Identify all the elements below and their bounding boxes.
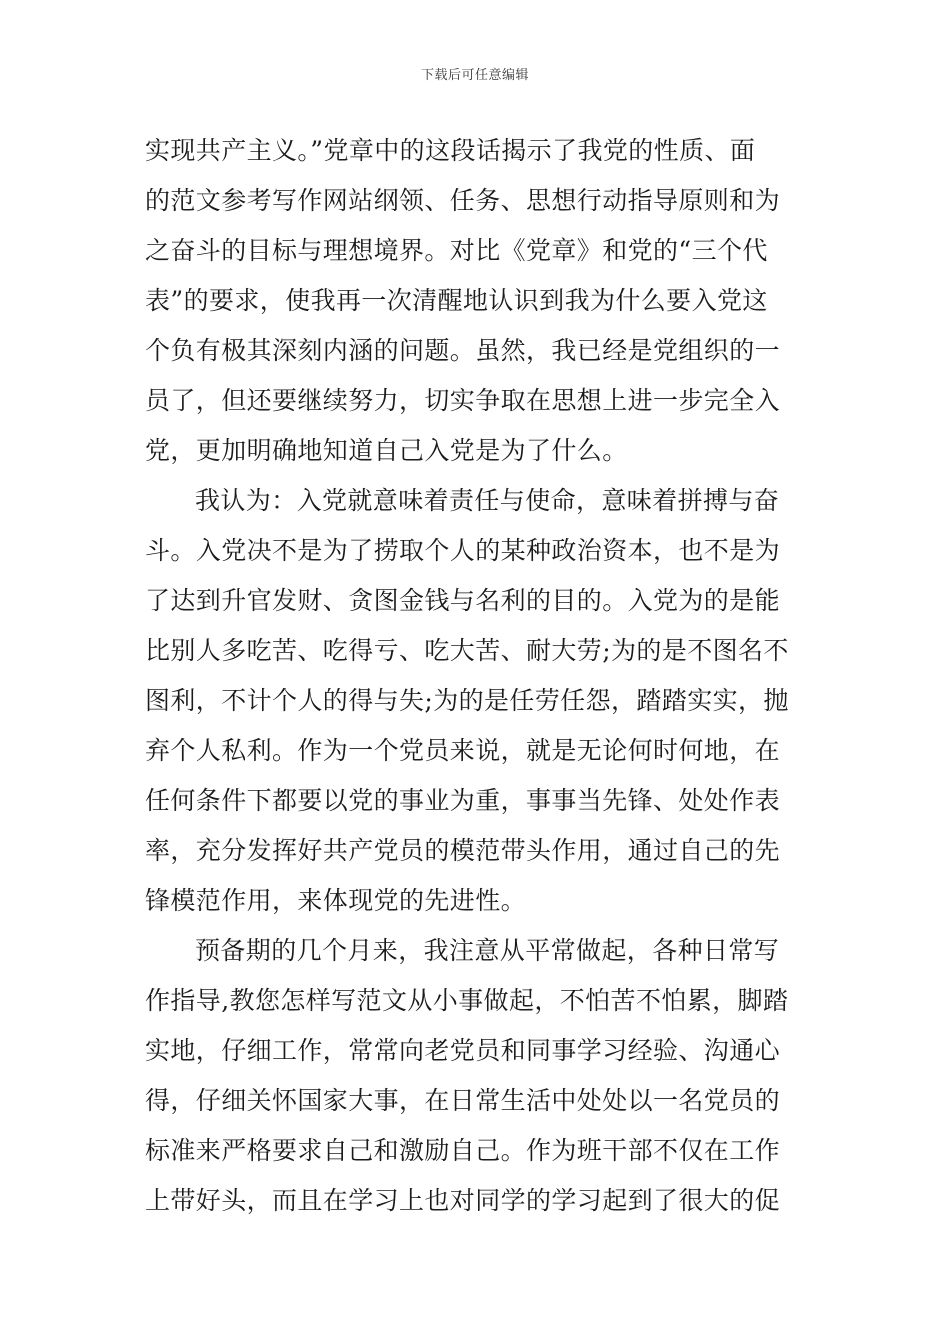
text-line: 党，更加明确地知道自己入党是为了什么。 bbox=[145, 436, 628, 465]
text-line: 任何条件下都要以党的事业为重，事事当先锋、处处作表 bbox=[145, 786, 781, 815]
text-line: 表”的要求，使我再一次清醒地认识到我为什么要入党这 bbox=[145, 286, 768, 315]
text-line: 比别人多吃苦、吃得亏、吃大苦、耐大劳;为的是不图名不 bbox=[145, 636, 789, 665]
page-header: 下载后可任意编辑 bbox=[420, 68, 529, 83]
text-line: 实地，仔细工作，常常向老党员和同事学习经验、沟通心 bbox=[145, 1036, 781, 1065]
paragraph-2 bbox=[145, 476, 810, 926]
text-line: 的范文参考写作网站纲领、任务、思想行动指导原则和为 bbox=[145, 186, 781, 215]
text-line: 弃个人私利。作为一个党员来说，就是无论何时何地，在 bbox=[145, 736, 781, 765]
text-line: 率，充分发挥好共产党员的模范带头作用，通过自己的先 bbox=[145, 836, 781, 865]
text-line: 标准来严格要求自己和激励自己。作为班干部不仅在工作 bbox=[145, 1136, 781, 1165]
text-line: 之奋斗的目标与理想境界。对比《党章》和党的“三个代 bbox=[145, 236, 768, 265]
text-line: 我认为：入党就意味着责任与使命，意味着拼搏与奋 bbox=[195, 486, 780, 515]
text-line: 锋模范作用，来体现党的先进性。 bbox=[145, 886, 527, 915]
text-line: 个负有极其深刻内涵的问题。虽然，我已经是党组织的一 bbox=[145, 336, 781, 365]
text-line: 了达到升官发财、贪图金钱与名利的目的。入党为的是能 bbox=[145, 586, 781, 615]
text-line: 上带好头，而且在学习上也对同学的学习起到了很大的促 bbox=[145, 1186, 781, 1215]
text-line: 实现共产主义。”党章中的这段话揭示了我党的性质、面 bbox=[145, 136, 756, 165]
paragraph-1 bbox=[145, 126, 810, 476]
text-line: 预备期的几个月来，我注意从平常做起，各种日常写 bbox=[195, 936, 780, 965]
text-line: 员了，但还要继续努力，切实争取在思想上进一步完全入 bbox=[145, 386, 781, 415]
text-line: 作指导,教您怎样写范文从小事做起，不怕苦不怕累，脚踏 bbox=[145, 986, 789, 1015]
document-body bbox=[145, 126, 810, 1226]
paragraph-3 bbox=[145, 926, 810, 1226]
text-line: 图利，不计个人的得与失;为的是任劳任怨，踏踏实实，抛 bbox=[145, 686, 789, 715]
text-line: 斗。入党决不是为了捞取个人的某种政治资本，也不是为 bbox=[145, 536, 781, 565]
text-line: 得，仔细关怀国家大事，在日常生活中处处以一名党员的 bbox=[145, 1086, 781, 1115]
